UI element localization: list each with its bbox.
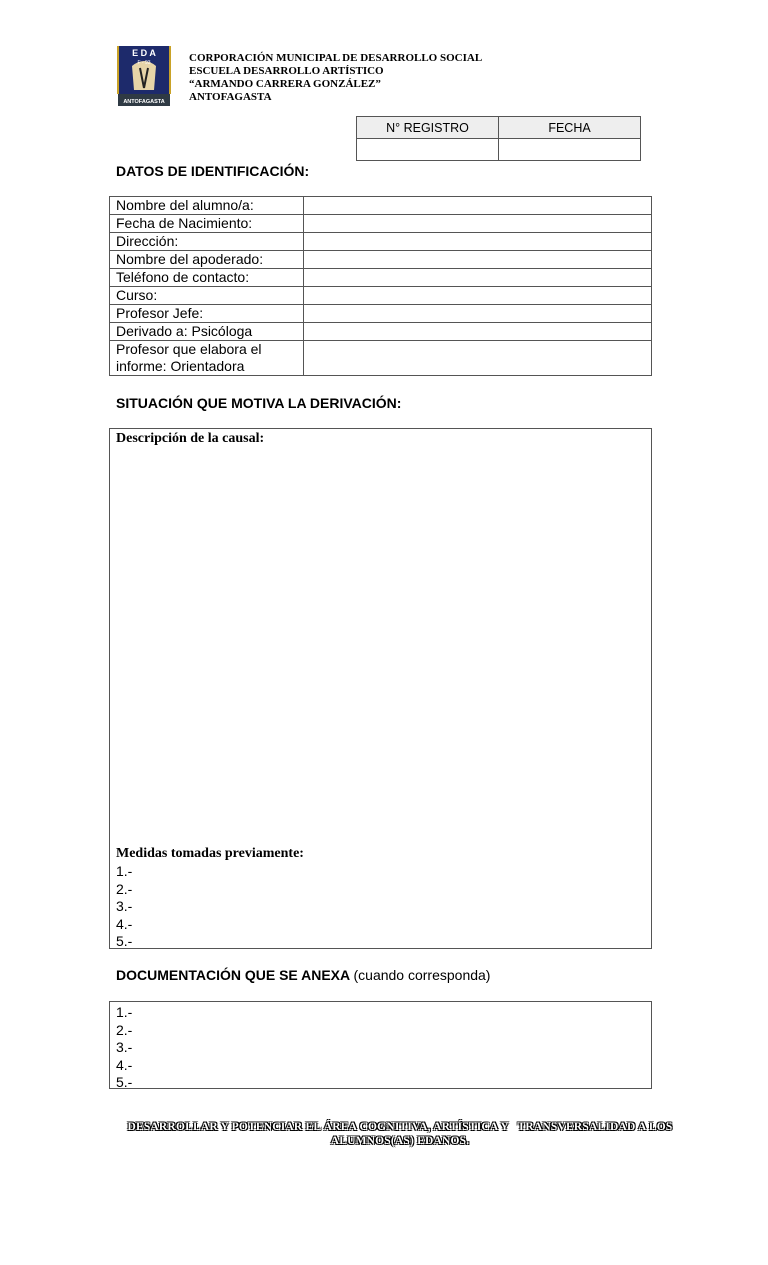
ident-label: Dirección:: [110, 233, 304, 251]
ident-label: Derivado a: Psicóloga: [110, 323, 304, 341]
ident-value[interactable]: [304, 341, 652, 376]
anexa-box[interactable]: [109, 1001, 652, 1089]
ident-label: Profesor que elabora el informe: Orientadora: [110, 341, 304, 376]
identification-table: [109, 196, 652, 376]
documentacion-title: [116, 967, 490, 983]
header-line-3: “ARMANDO CARRERA GONZÁLEZ”: [189, 78, 381, 90]
header-line-1: CORPORACIÓN MUNICIPAL DE DESARROLLO SOCIAL: [189, 52, 483, 64]
situacion-title: SITUACIÓN QUE MOTIVA LA DERIVACIÓN:: [116, 395, 402, 411]
fecha-header: FECHA: [499, 117, 641, 139]
ident-value[interactable]: [304, 305, 652, 323]
ident-value[interactable]: [304, 323, 652, 341]
ident-label: Fecha de Nacimiento:: [110, 215, 304, 233]
medidas-section: [116, 845, 304, 951]
logo-code: F - 93: [137, 60, 151, 66]
medida-item: 2.-: [116, 880, 133, 897]
logo-city: ANTOFAGASTA: [123, 99, 165, 105]
medida-item: 5.-: [116, 933, 133, 949]
registro-field[interactable]: [357, 139, 499, 161]
documentacion-note: (cuando corresponda): [353, 967, 491, 983]
registro-table: [356, 116, 641, 161]
registro-header: N° REGISTRO: [357, 117, 499, 139]
descripcion-label: Descripción de la causal:: [116, 431, 265, 446]
documentacion-title-text: DOCUMENTACIÓN QUE SE ANEXA: [116, 967, 350, 983]
header-line-4: ANTOFAGASTA: [189, 91, 272, 103]
ident-value[interactable]: [304, 269, 652, 287]
ident-label: Profesor Jefe:: [110, 305, 304, 323]
medida-item: 1.-: [116, 863, 133, 879]
footer-line-2: ALUMNOS(AS) EDANOS.: [330, 1135, 470, 1147]
ident-value[interactable]: [304, 215, 652, 233]
ident-value[interactable]: [304, 197, 652, 215]
logo-initials: E D A: [132, 48, 156, 58]
ident-value[interactable]: [304, 251, 652, 269]
ident-value[interactable]: [304, 233, 652, 251]
header-line-2: ESCUELA DESARROLLO ARTÍSTICO: [189, 65, 384, 77]
ident-label: Curso:: [110, 287, 304, 305]
anexa-item: 4.-: [116, 1056, 133, 1073]
ident-label: Teléfono de contacto:: [110, 269, 304, 287]
causal-box[interactable]: [109, 428, 652, 949]
datos-title: DATOS DE IDENTIFICACIÓN:: [116, 163, 310, 179]
anexa-list: [116, 1004, 132, 1092]
anexa-item: 3.-: [116, 1039, 133, 1055]
medida-item: 3.-: [116, 898, 133, 914]
school-logo: [114, 42, 174, 108]
medida-item: 4.-: [116, 915, 133, 932]
anexa-item: 1.-: [116, 1004, 133, 1020]
ident-label: Nombre del alumno/a:: [110, 197, 304, 215]
footer-line-1: DESARROLLAR Y POTENCIAR EL ÁREA COGNITIVA, ARTÍSTICA Y TRANSVERSALIDAD A LOS: [127, 1121, 673, 1133]
institution-header: [189, 52, 482, 104]
ident-label: Nombre del apoderado:: [110, 251, 304, 269]
anexa-item: 2.-: [116, 1021, 133, 1038]
fecha-field[interactable]: [499, 139, 641, 161]
anexa-item: 5.-: [116, 1074, 133, 1090]
ident-value[interactable]: [304, 287, 652, 305]
footer-motto: [112, 1120, 688, 1148]
medidas-label: Medidas tomadas previamente:: [116, 846, 304, 861]
